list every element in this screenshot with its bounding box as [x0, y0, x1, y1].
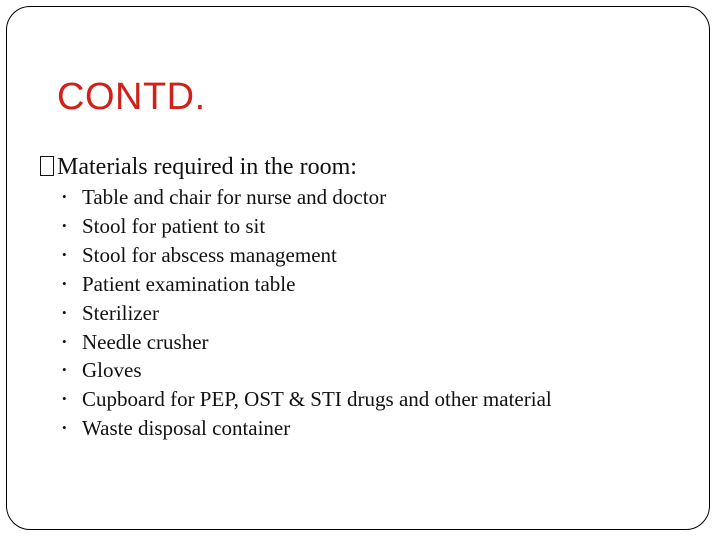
bullet-icon: • [62, 420, 67, 436]
slide-title: CONTD. [57, 76, 206, 118]
list-item [62, 328, 552, 357]
section-heading [40, 151, 357, 183]
list-item [62, 356, 552, 385]
slide-frame [6, 6, 710, 530]
bullet-icon: • [62, 189, 67, 204]
list-item [62, 270, 552, 299]
bullet-icon: • [62, 246, 67, 262]
bullet-icon: • [62, 333, 67, 349]
list-item [62, 385, 552, 414]
list-item [62, 212, 552, 241]
checkbox-bullet-icon [40, 156, 54, 176]
bullet-icon: • [62, 304, 67, 320]
section-heading-text: Materials required in the room: [57, 154, 357, 180]
bullet-icon: • [62, 275, 67, 291]
list-item-text: Table and chair for nurse and doctor [82, 185, 387, 209]
list-item [62, 241, 552, 270]
list-item-text: Patient examination table [82, 271, 296, 296]
list-item-text: Sterilizer [82, 300, 159, 325]
list-item [62, 414, 552, 443]
list-item-text: Stool for patient to sit [82, 213, 266, 238]
bullet-icon: • [62, 217, 67, 233]
list-item-text: Stool for abscess management [82, 242, 337, 267]
list-item-text: Gloves [82, 358, 142, 383]
bullet-icon: • [62, 391, 67, 407]
list-item-text: Needle crusher [82, 329, 209, 354]
materials-list [62, 183, 552, 443]
bullet-icon: • [62, 362, 67, 378]
list-item [62, 299, 552, 328]
list-item-text: Waste disposal container [82, 416, 291, 441]
list-item [62, 183, 552, 212]
list-item-text: Cupboard for PEP, OST & STI drugs and other material [82, 387, 552, 412]
